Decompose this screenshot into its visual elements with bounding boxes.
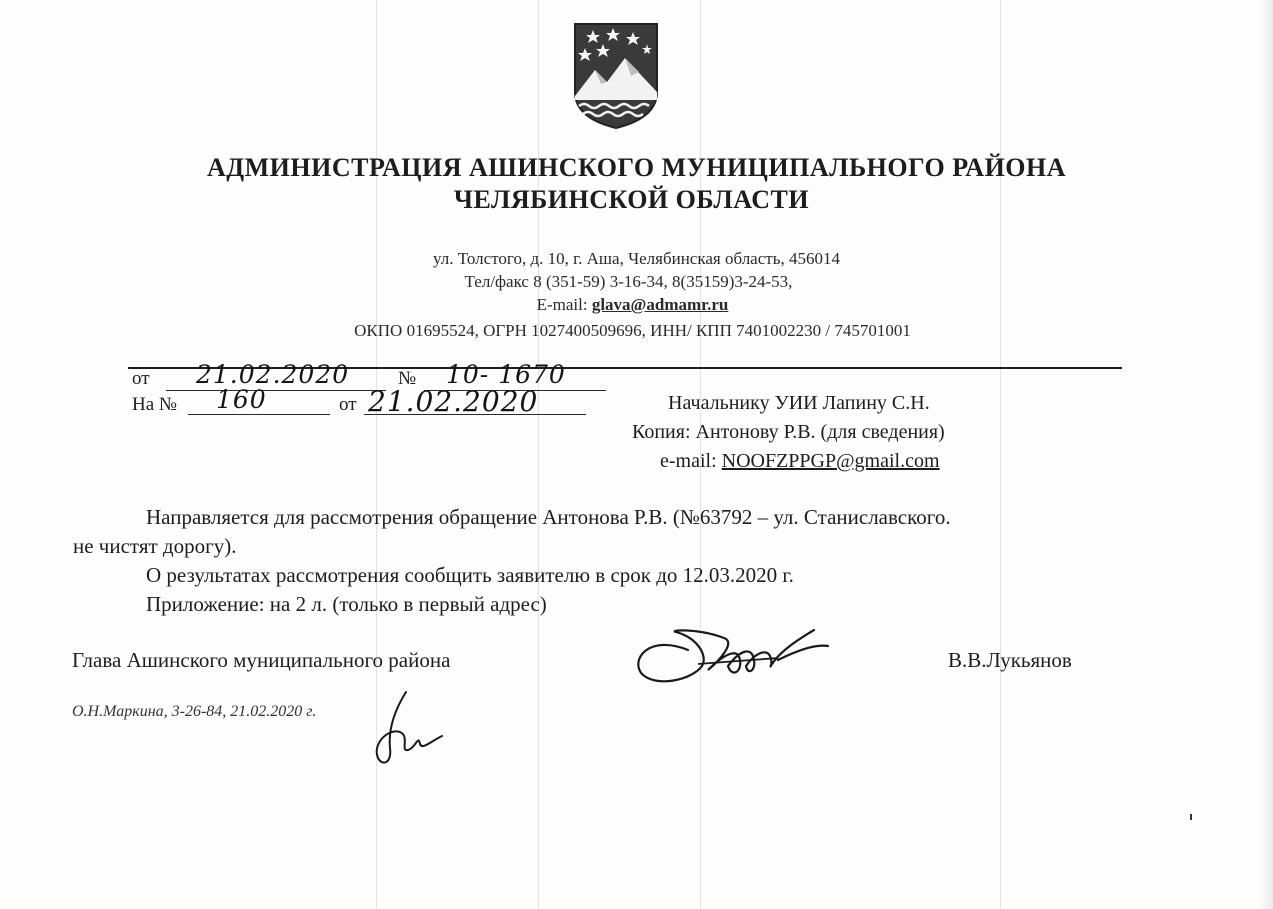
- email-link[interactable]: glava@admamr.ru: [591, 295, 729, 314]
- signatory-name: В.В.Лукьянов: [948, 648, 1072, 672]
- scan-streak: [1000, 0, 1001, 909]
- body-paragraph-2: О результатах рассмотрения сообщить заявителю в срок до 12.03.2020 г.: [146, 563, 794, 587]
- from-date-blank: [166, 390, 386, 391]
- body-paragraph-1: Направляется для рассмотрения обращение Антонова Р.В. (№63792 – ул. Станиславского.: [146, 505, 951, 529]
- phone-fax: Тел/факс 8 (351-59) 3-16-34, 8(35159)3-24-53,: [464, 272, 793, 291]
- scan-edge-shadow: [1259, 0, 1273, 909]
- body-attachment-note: Приложение: на 2 л. (только в первый адрес): [146, 592, 547, 616]
- reference-date: 21.02.2020: [368, 385, 539, 418]
- postal-address: ул. Толстого, д. 10, г. Аша, Челябинская область, 456014: [433, 249, 840, 268]
- email-line: [0, 294, 1269, 316]
- addressee-email-line: [660, 448, 940, 474]
- addressee-copy: Копия: Антонову Р.В. (для сведения): [632, 421, 945, 443]
- addressee-recipient: Начальнику УИИ Лапину С.Н.: [668, 392, 930, 414]
- number-label: №: [398, 368, 417, 389]
- coat-of-arms-emblem: [573, 22, 659, 130]
- reference-label: На №: [132, 394, 178, 415]
- executor-initials: [360, 688, 446, 768]
- from-label: от: [132, 368, 150, 389]
- outgoing-date: 21.02.2020: [196, 360, 350, 389]
- signatory-position: Глава Ашинского муниципального района: [72, 648, 451, 672]
- body-paragraph-1-cont: не чистят дорогу).: [73, 534, 237, 558]
- executor-info: О.Н.Маркина, 3-26-84, 21.02.2020 г.: [72, 703, 317, 720]
- scan-streak: [538, 0, 539, 909]
- reference-number: 160: [216, 385, 267, 414]
- organization-title: АДМИНИСТРАЦИЯ АШИНСКОГО МУНИЦИПАЛЬНОГО РАЙОНА: [206, 153, 1067, 182]
- handwritten-signature: [628, 620, 838, 692]
- registry-codes: ОКПО 01695524, ОГРН 1027400509696, ИНН/ КПП 7401002230 / 745701001: [354, 321, 911, 340]
- scan-streak: [376, 0, 377, 909]
- reference-number-blank: [188, 414, 330, 415]
- outgoing-number: 10- 1670: [446, 360, 566, 389]
- organization-region: ЧЕЛЯБИНСКОЙ ОБЛАСТИ: [453, 185, 810, 214]
- scan-speck: [1190, 814, 1192, 820]
- email-label: E-mail:: [536, 295, 592, 314]
- reference-from-label: от: [339, 394, 357, 415]
- addressee-email-link[interactable]: NOOFZPPGP@gmail.com: [721, 450, 940, 472]
- addressee-email-label: e-mail:: [660, 450, 722, 472]
